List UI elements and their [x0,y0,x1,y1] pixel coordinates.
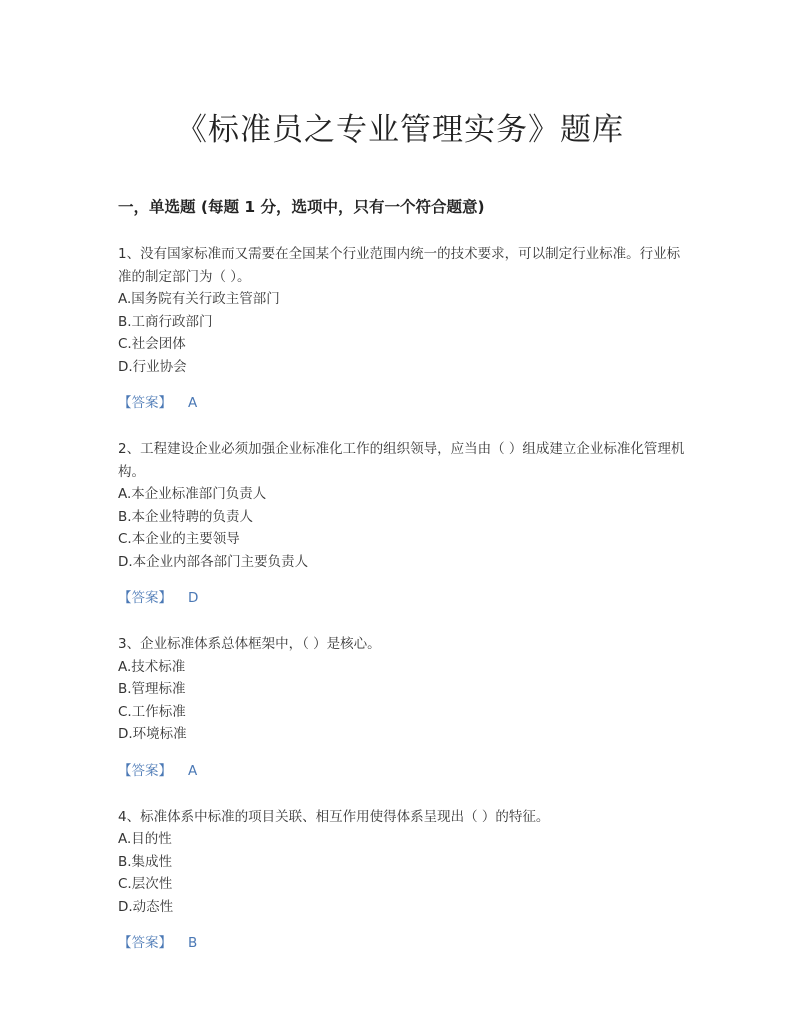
question-item [118,243,688,414]
answer-line [118,392,688,414]
question-item [118,633,688,782]
answer-label: 【答案】 [118,762,172,779]
question-option: C.社会团体 [118,336,186,352]
answer-line [118,932,688,954]
question-option: B.集成性 [118,853,173,870]
question-option: B.管理标准 [118,681,186,697]
question-option: A.目的性 [118,831,172,847]
answer-value: A [188,395,198,411]
question-item [118,438,688,609]
answer-line [118,587,688,609]
answer-label: 【答案】 [118,935,172,951]
question-option: A.技术标准 [118,658,186,675]
question-option: B.本企业特聘的负责人 [118,508,254,525]
question-item [118,806,688,955]
question-list [118,243,688,978]
question-stem: 3、企业标准体系总体框架中，（ ）是核心。 [118,636,381,652]
question-stem: 2、工程建设企业必须加强企业标准化工作的组织领导，应当由（ ）组成建立企业标准化管理机构。 [118,441,685,480]
question-option: C.本企业的主要领导 [118,531,240,547]
question-option: C.层次性 [118,876,173,892]
answer-label: 【答案】 [118,590,172,606]
answer-line [118,760,688,782]
question-option: C.工作标准 [118,703,186,720]
document-title: 《标准员之专业管理实务》题库 [176,112,624,148]
question-option: A.本企业标准部门负责人 [118,486,267,502]
question-option: D.行业协会 [118,358,187,375]
question-option: B.工商行政部门 [118,313,213,330]
question-stem: 1、没有国家标准而又需要在全国某个行业范围内统一的技术要求，可以制定行业标准。行业标准的制定部门为（ ）。 [118,246,681,285]
question-option: D.动态性 [118,898,174,915]
question-option: D.环境标准 [118,726,187,742]
answer-value: D [188,590,199,606]
question-option: D.本企业内部各部门主要负责人 [118,553,309,570]
answer-value: B [188,935,198,951]
answer-value: A [188,762,198,779]
question-option: A.国务院有关行政主管部门 [118,291,280,307]
answer-label: 【答案】 [118,395,172,411]
question-stem: 4、标准体系中标准的项目关联、相互作用使得体系呈现出（ ）的特征。 [118,808,550,825]
section-heading: 一，单选题 (每题 1 分，选项中，只有一个符合题意) [118,198,485,216]
